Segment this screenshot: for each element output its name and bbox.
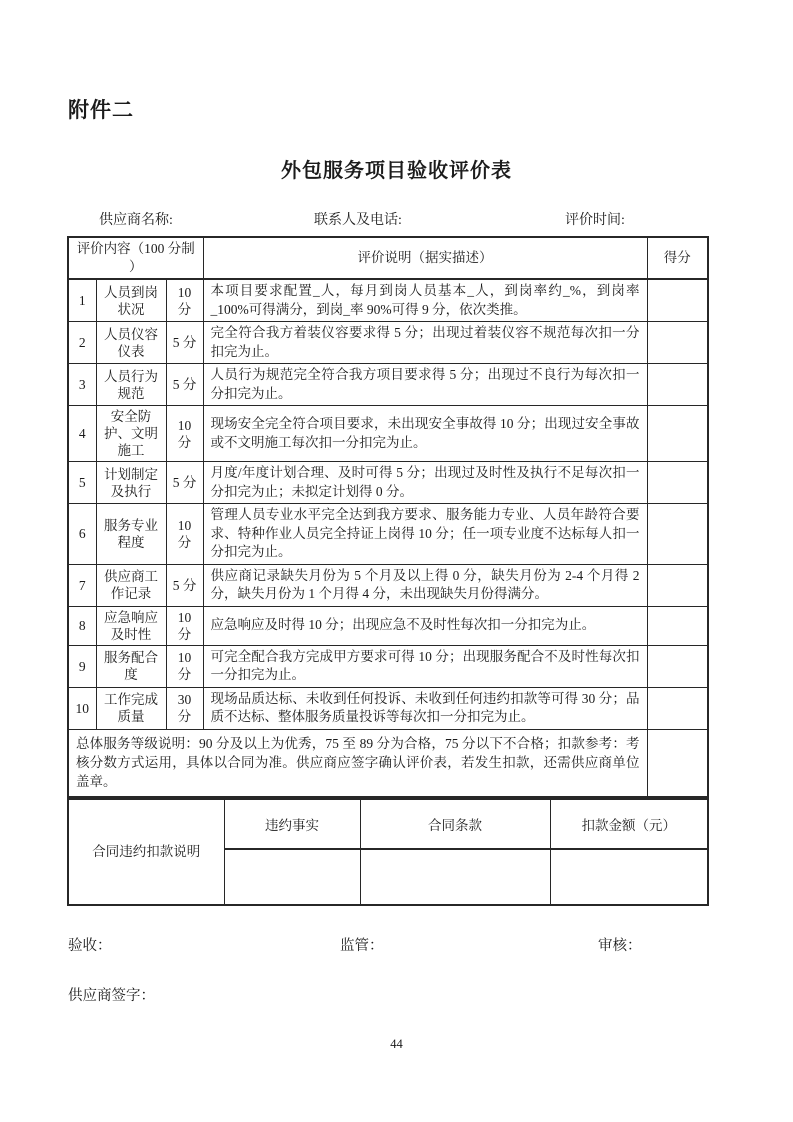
contract-clause-cell [360, 849, 550, 905]
row-item: 人员到岗状况 [96, 279, 166, 322]
table-row [68, 279, 708, 322]
row-points: 10 分 [166, 279, 203, 322]
row-points: 5 分 [166, 364, 203, 406]
row-points: 5 分 [166, 322, 203, 364]
row-score-cell [647, 687, 708, 729]
header-evaluation-content: 评价内容（100 分制） [68, 237, 203, 279]
row-number: 8 [68, 606, 96, 645]
row-score-cell [647, 645, 708, 687]
table-row [68, 364, 708, 406]
row-number: 3 [68, 364, 96, 406]
deduction-amount-cell [550, 849, 708, 905]
header-evaluation-description: 评价说明（据实描述） [203, 237, 647, 279]
table-row [68, 645, 708, 687]
row-score-cell [647, 606, 708, 645]
row-points: 10 分 [166, 645, 203, 687]
review-signature-label: 审核： [598, 937, 642, 954]
acceptance-signature-label: 验收： [68, 937, 112, 954]
row-number: 10 [68, 687, 96, 729]
row-score-cell [647, 279, 708, 322]
violation-fact-cell [224, 849, 360, 905]
summary-note-row [68, 729, 708, 797]
row-item: 供应商工作记录 [96, 564, 166, 606]
row-item: 人员行为规范 [96, 364, 166, 406]
row-number: 2 [68, 322, 96, 364]
row-description: 现场安全完全符合项目要求，未出现安全事故得 10 分；出现过安全事故或不文明施工每次扣一分扣完为止。 [203, 406, 647, 462]
table-row [68, 504, 708, 565]
deduction-header-row [68, 799, 708, 849]
row-item: 服务专业程度 [96, 504, 166, 565]
supervision-signature-label: 监管： [340, 937, 384, 954]
deduction-row-label: 合同违约扣款说明 [68, 799, 224, 905]
row-score-cell [647, 364, 708, 406]
row-score-cell [647, 322, 708, 364]
signature-row [0, 934, 793, 954]
page-number: 44 [390, 1037, 403, 1051]
header-violation-fact: 违约事实 [224, 799, 360, 849]
table-row [68, 322, 708, 364]
row-item: 安全防护、文明施工 [96, 406, 166, 462]
header-score: 得分 [647, 237, 708, 279]
row-points: 30 分 [166, 687, 203, 729]
row-description: 本项目要求配置_人，每月到岗人员基本_人，到岗率约_%，到岗率_100%可得满分，到岗_率 90%可得 9 分，依次类推。 [203, 279, 647, 322]
row-description: 人员行为规范完全符合我方项目要求得 5 分；出现过不良行为每次扣一分扣完为止。 [203, 364, 647, 406]
row-score-cell [647, 504, 708, 565]
contact-phone-label: 联系人及电话: [314, 213, 402, 228]
summary-score-cell [647, 729, 708, 797]
attachment-label: 附件二 [68, 98, 134, 122]
row-item: 应急响应及时性 [96, 606, 166, 645]
row-score-cell [647, 462, 708, 504]
evaluation-time-label: 评价时间: [565, 213, 625, 228]
row-number: 5 [68, 462, 96, 504]
table-row [68, 564, 708, 606]
row-points: 10 分 [166, 606, 203, 645]
table-row [68, 462, 708, 504]
row-number: 4 [68, 406, 96, 462]
table-row [68, 687, 708, 729]
row-points: 5 分 [166, 462, 203, 504]
row-points: 10 分 [166, 504, 203, 565]
row-score-cell [647, 406, 708, 462]
row-description: 完全符合我方着装仪容要求得 5 分；出现过着装仪容不规范每次扣一分扣完为止。 [203, 322, 647, 364]
row-points: 10 分 [166, 406, 203, 462]
evaluation-table-header-row [68, 237, 708, 279]
row-item: 人员仪容仪表 [96, 322, 166, 364]
row-description: 月度/年度计划合理、及时可得 5 分；出现过及时性及执行不足每次扣一分扣完为止；未拟定计划得 0 分。 [203, 462, 647, 504]
row-description: 管理人员专业水平完全达到我方要求、服务能力专业、人员年龄符合要求、特种作业人员完全持证上岗得 10 分；任一项专业度不达标每人扣一分扣完为止。 [203, 504, 647, 565]
table-row [68, 606, 708, 645]
deduction-table [67, 798, 709, 906]
row-description: 可完全配合我方完成甲方要求可得 10 分；出现服务配合不及时性每次扣一分扣完为止。 [203, 645, 647, 687]
supplier-signature-label: 供应商签字： [68, 987, 155, 1004]
evaluation-table [67, 236, 709, 798]
header-contract-clause: 合同条款 [360, 799, 550, 849]
header-deduction-amount: 扣款金额（元） [550, 799, 708, 849]
meta-row [0, 209, 793, 229]
row-description: 现场品质达标、未收到任何投诉、未收到任何违约扣款等可得 30 分；品质不达标、整体服务质量投诉等每次扣一分扣完为止。 [203, 687, 647, 729]
supplier-name-label: 供应商名称: [99, 213, 173, 228]
page-title: 外包服务项目验收评价表 [281, 158, 512, 182]
table-row [68, 406, 708, 462]
row-item: 服务配合度 [96, 645, 166, 687]
row-number: 1 [68, 279, 96, 322]
row-description: 应急响应及时得 10 分；出现应急不及时性每次扣一分扣完为止。 [203, 606, 647, 645]
row-number: 7 [68, 564, 96, 606]
row-description: 供应商记录缺失月份为 5 个月及以上得 0 分，缺失月份为 2-4 个月得 2 分，缺失月份为 1 个月得 4 分，未出现缺失月份得满分。 [203, 564, 647, 606]
row-number: 6 [68, 504, 96, 565]
row-item: 工作完成质量 [96, 687, 166, 729]
summary-note: 总体服务等级说明：90 分及以上为优秀，75 至 89 分为合格，75 分以下不合格；扣款参考：考核分数方式运用，具体以合同为准。供应商应签字确认评价表，若发生扣款，还需供应商单位盖章。 [68, 729, 647, 797]
row-number: 9 [68, 645, 96, 687]
row-item: 计划制定及执行 [96, 462, 166, 504]
row-points: 5 分 [166, 564, 203, 606]
row-score-cell [647, 564, 708, 606]
